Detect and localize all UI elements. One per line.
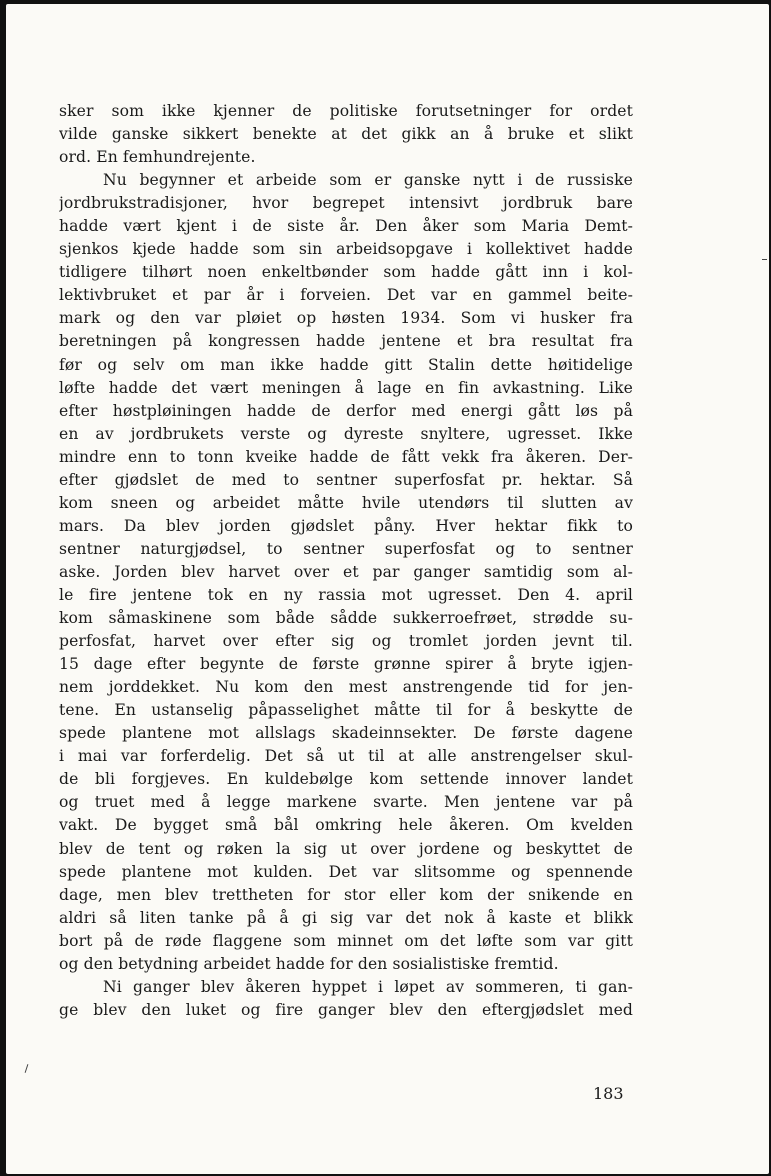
text-line: mindre enn to tonn kveike hadde de fått vekk fra åkeren. Der-: [59, 447, 633, 466]
text-line: aldri så liten tanke på å gi sig var det nok å kaste et blikk: [59, 908, 633, 927]
text-line: kom såmaskinene som både sådde sukkerroefrøet, strødde su-: [59, 609, 633, 628]
text-line: spede plantene mot kulden. Det var slitsomme og spennende: [59, 862, 633, 881]
text-line: mars. Da blev jorden gjødslet påny. Hver hektar fikk to: [59, 516, 633, 535]
text-line: ord. En femhundrejente.: [59, 148, 256, 167]
margin-mark: [762, 259, 767, 260]
text-line: aske. Jorden blev harvet over et par ganger samtidig som al-: [59, 562, 633, 581]
text-line: i mai var forferdelig. Det så ut til at alle anstrengelser skul-: [59, 747, 633, 766]
text-line: tene. En ustanselig påpasselighet måtte til for å beskytte de: [59, 701, 633, 720]
text-line: hadde vært kjent i de siste år. Den åker som Maria Demt-: [59, 217, 633, 236]
text-line: nem jorddekket. Nu kom den mest anstrengende tid for jen-: [59, 678, 633, 697]
text-line: og truet med å legge markene svarte. Men jentene var på: [59, 793, 633, 812]
text-line: blev de tent og røken la sig ut over jordene og beskyttet de: [59, 839, 633, 858]
text-line: en av jordbrukets verste og dyreste snyltere, ugresset. Ikke: [59, 424, 633, 443]
text-line: Ni ganger blev åkeren hyppet i løpet av sommeren, ti gan-: [103, 977, 633, 996]
text-line: vilde ganske sikkert benekte at det gikk an å bruke et slikt: [59, 125, 633, 144]
body-text: [59, 100, 633, 1022]
text-line: le fire jentene tok en ny rassia mot ugresset. Den 4. april: [59, 585, 633, 604]
text-line: efter gjødslet de med to sentner superfosfat pr. hektar. Så: [59, 470, 633, 489]
text-line: de bli forgjeves. En kuldebølge kom settende innover landet: [59, 770, 633, 789]
text-line: og den betydning arbeidet hadde for den sosialistiske fremtid.: [59, 954, 559, 973]
text-line: perfosfat, harvet over efter sig og tromlet jorden jevnt til.: [59, 632, 633, 651]
text-line: før og selv om man ikke hadde gitt Stalin dette høitidelige: [59, 355, 633, 374]
text-line: bort på de røde flaggene som minnet om det løfte som var gitt: [59, 931, 633, 950]
text-line: mark og den var pløiet op høsten 1934. Som vi husker fra: [59, 309, 633, 328]
text-line: sker som ikke kjenner de politiske forutsetninger for ordet: [59, 102, 633, 120]
text-line: tidligere tilhørt noen enkeltbønder som hadde gått inn i kol-: [59, 263, 633, 282]
text-line: vakt. De bygget små bål omkring hele åkeren. Om kvelden: [59, 816, 633, 835]
text-line: løfte hadde det vært meningen å lage en fin avkastning. Like: [59, 378, 633, 397]
text-line: efter høstpløiningen hadde de derfor med energi gått løs på: [59, 401, 633, 420]
text-line: kom sneen og arbeidet måtte hvile utendørs til slutten av: [59, 493, 633, 512]
text-line: Nu begynner et arbeide som er ganske nytt i de russiske: [103, 171, 633, 190]
text-line: jordbrukstradisjoner, hvor begrepet intensivt jordbruk bare: [59, 194, 633, 213]
text-line: beretningen på kongressen hadde jentene et bra resultat fra: [59, 332, 633, 351]
page-sheet: [6, 4, 769, 1174]
text-line: spede plantene mot allslags skadeinnsekter. De første dagene: [59, 724, 633, 743]
text-line: sentner naturgjødsel, to sentner superfosfat og to sentner: [59, 539, 633, 558]
text-line: 15 dage efter begynte de første grønne spirer å bryte igjen-: [59, 655, 633, 674]
page-number: 183: [593, 1084, 624, 1103]
text-line: lektivbruket et par år i forveien. Det var en gammel beite-: [59, 286, 633, 305]
text-line: dage, men blev trettheten for stor eller kom der snikende en: [59, 885, 633, 904]
text-line: sjenkos kjede hadde som sin arbeidsopgave i kollektivet hadde: [59, 240, 633, 259]
text-line: ge blev den luket og fire ganger blev den eftergjødslet med: [59, 1000, 633, 1019]
